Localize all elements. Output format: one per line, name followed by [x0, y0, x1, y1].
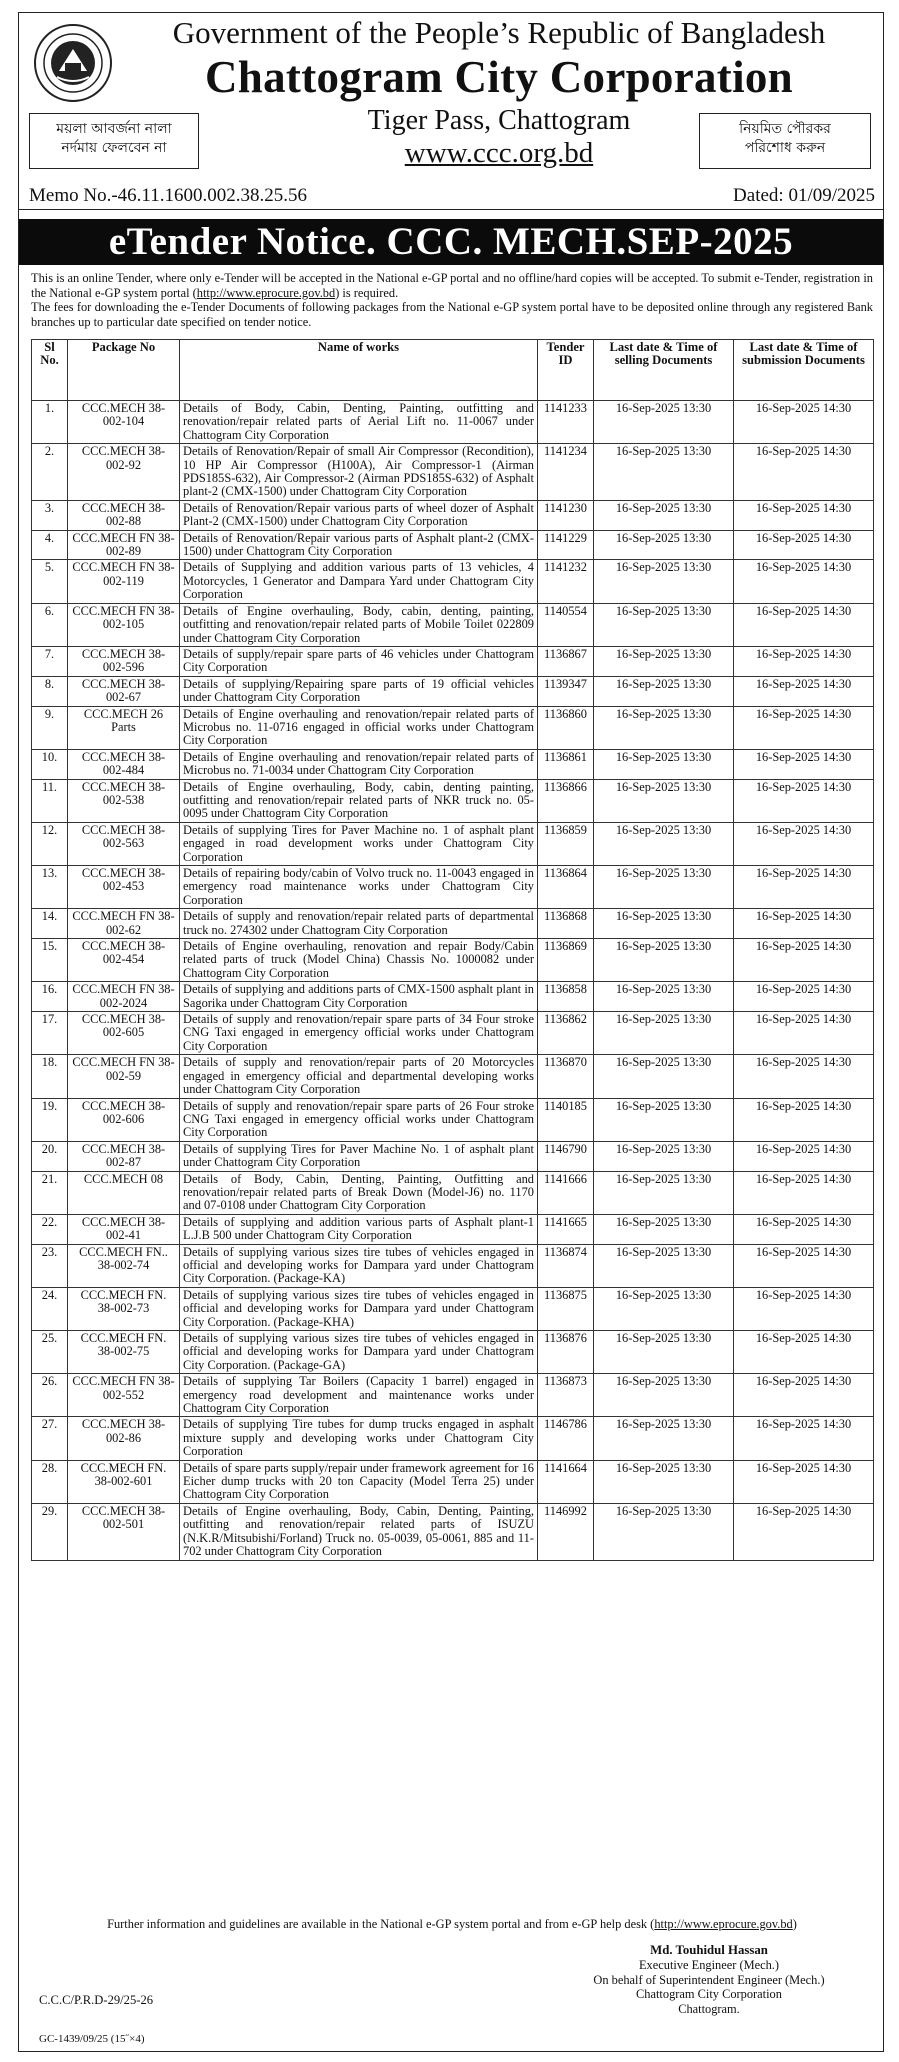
- table-row: [32, 909, 874, 939]
- cell-tender-id: 1146992: [538, 1503, 594, 1560]
- cell-sl: 16.: [32, 982, 68, 1012]
- cell-sl: 10.: [32, 749, 68, 779]
- website-link[interactable]: www.ccc.org.bd: [404, 137, 594, 169]
- cell-submission-date: 16-Sep-2025 14:30: [734, 909, 874, 939]
- cell-submission-date: 16-Sep-2025 14:30: [734, 1331, 874, 1374]
- cell-tender-id: 1140185: [538, 1098, 594, 1141]
- table-row: [32, 1460, 874, 1503]
- cell-package-no: CCC.MECH 26 Parts: [68, 706, 180, 749]
- cell-selling-date: 16-Sep-2025 13:30: [594, 909, 734, 939]
- cell-sl: 5.: [32, 560, 68, 603]
- cell-submission-date: 16-Sep-2025 14:30: [734, 822, 874, 865]
- intro-p1-end: ) is required.: [335, 285, 399, 300]
- col-header-selling-date: Last date & Time of selling Documents: [594, 340, 734, 401]
- cell-sl: 6.: [32, 603, 68, 646]
- table-row: [32, 1098, 874, 1141]
- cell-submission-date: 16-Sep-2025 14:30: [734, 646, 874, 676]
- cell-tender-id: 1136875: [538, 1287, 594, 1330]
- cell-package-no: CCC.MECH 38-002-87: [68, 1141, 180, 1171]
- cell-sl: 18.: [32, 1055, 68, 1098]
- cell-name-of-works: Details of supplying various sizes tire tubes of vehicles engaged in official and developing works for Dampara yard under Chattogram City Corporation. (Package-GA): [180, 1331, 538, 1374]
- cell-package-no: CCC.MECH FN 38-002-119: [68, 560, 180, 603]
- cell-submission-date: 16-Sep-2025 14:30: [734, 1417, 874, 1460]
- cell-package-no: CCC.MECH 38-002-454: [68, 939, 180, 982]
- eprocure-link[interactable]: http://www.eprocure.gov.bd: [196, 285, 336, 300]
- notice-title-banner: eTender Notice. CCC. MECH.SEP-2025: [19, 219, 883, 265]
- slogan-right-line-1: নিয়মিত পৌরকর: [739, 121, 831, 137]
- table-row: [32, 530, 874, 560]
- table-row: [32, 1503, 874, 1560]
- corporation-name: Chattogram City Corporation: [204, 52, 794, 102]
- tender-table-wrap: [31, 339, 873, 1561]
- cell-sl: 7.: [32, 646, 68, 676]
- cell-sl: 3.: [32, 500, 68, 530]
- cell-submission-date: 16-Sep-2025 14:30: [734, 749, 874, 779]
- cell-sl: 2.: [32, 444, 68, 501]
- cell-package-no: CCC.MECH 38-002-538: [68, 779, 180, 822]
- cell-name-of-works: Details of supplying Tar Boilers (Capacity 1 barrel) engaged in emergency road development and maintenance works under Chattogram City Corporation: [180, 1374, 538, 1417]
- cell-name-of-works: Details of Engine overhauling, Body, cabin, denting, painting, outfitting and renovation/repair related parts of Mobile Toilet 022809 under Chattogram City Corporation: [180, 603, 538, 646]
- cell-submission-date: 16-Sep-2025 14:30: [734, 500, 874, 530]
- cell-selling-date: 16-Sep-2025 13:30: [594, 603, 734, 646]
- cell-tender-id: 1136858: [538, 982, 594, 1012]
- cell-sl: 11.: [32, 779, 68, 822]
- cell-name-of-works: Details of Engine overhauling and renovation/repair related parts of Microbus no. 71-0034 under Chattogram City Corporation: [180, 749, 538, 779]
- cell-sl: 20.: [32, 1141, 68, 1171]
- col-header-works: Name of works: [180, 340, 538, 401]
- tender-table: [31, 339, 874, 1561]
- table-row: [32, 1244, 874, 1287]
- cell-package-no: CCC.MECH FN. 38-002-601: [68, 1460, 180, 1503]
- slogan-left-line-1: ময়লা আবর্জনা নালা: [56, 121, 172, 137]
- helpdesk-link[interactable]: http://www.eprocure.gov.bd: [654, 1917, 793, 1931]
- cell-package-no: CCC.MECH 38-002-92: [68, 444, 180, 501]
- table-row: [32, 939, 874, 982]
- cell-selling-date: 16-Sep-2025 13:30: [594, 939, 734, 982]
- cell-sl: 9.: [32, 706, 68, 749]
- cell-sl: 23.: [32, 1244, 68, 1287]
- cell-tender-id: 1141664: [538, 1460, 594, 1503]
- cell-name-of-works: Details of supply/repair spare parts of 46 vehicles under Chattogram City Corporation: [180, 646, 538, 676]
- cell-sl: 12.: [32, 822, 68, 865]
- cell-selling-date: 16-Sep-2025 13:30: [594, 1244, 734, 1287]
- intro-paragraph-2: The fees for downloading the e-Tender Documents of following packages from the National e-GP system portal have to be deposited online through any registered Bank branches up to particular date specified on tender notice.: [31, 300, 873, 329]
- further-info-end: ): [792, 1917, 797, 1931]
- cell-tender-id: 1136874: [538, 1244, 594, 1287]
- col-header-sl: Sl No.: [32, 340, 68, 401]
- cell-tender-id: 1136868: [538, 909, 594, 939]
- cell-sl: 26.: [32, 1374, 68, 1417]
- table-row: [32, 1141, 874, 1171]
- cell-sl: 21.: [32, 1171, 68, 1214]
- cell-name-of-works: Details of supplying/Repairing spare parts of 19 official vehicles under Chattogram City Corporation: [180, 676, 538, 706]
- cell-sl: 14.: [32, 909, 68, 939]
- cell-submission-date: 16-Sep-2025 14:30: [734, 1098, 874, 1141]
- cell-tender-id: 1140554: [538, 603, 594, 646]
- address-line: Tiger Pass, Chattogram: [367, 105, 631, 136]
- signatory-organization: Chattogram City Corporation: [636, 1987, 782, 2002]
- cell-name-of-works: Details of supply and renovation/repair spare parts of 34 Four stroke CNG Taxi engaged in emergency official works under Chattogram City Corporation: [180, 1012, 538, 1055]
- cell-name-of-works: Details of Engine overhauling, renovation and repair Body/Cabin related parts of truck (Model China) Chassis No. 1000082 under Chattogram City Corporation: [180, 939, 538, 982]
- cell-name-of-works: Details of Body, Cabin, Denting, Painting, outfitting and renovation/repair related parts of Aerial Lift no. 11-0067 under Chattogram City Corporation: [180, 401, 538, 444]
- table-row: [32, 603, 874, 646]
- cell-selling-date: 16-Sep-2025 13:30: [594, 530, 734, 560]
- table-row: [32, 646, 874, 676]
- cell-package-no: CCC.MECH FN 38-002-62: [68, 909, 180, 939]
- cell-selling-date: 16-Sep-2025 13:30: [594, 444, 734, 501]
- cell-selling-date: 16-Sep-2025 13:30: [594, 500, 734, 530]
- table-row: [32, 500, 874, 530]
- cell-package-no: CCC.MECH 38-002-501: [68, 1503, 180, 1560]
- cell-name-of-works: Details of Engine overhauling, Body, cabin, denting painting, outfitting and renovation/repair related parts of NKR truck no. 05-0095 under Chattogram City Corporation: [180, 779, 538, 822]
- table-row: [32, 1287, 874, 1330]
- cell-selling-date: 16-Sep-2025 13:30: [594, 1374, 734, 1417]
- cell-package-no: CCC.MECH 38-002-86: [68, 1417, 180, 1460]
- cell-submission-date: 16-Sep-2025 14:30: [734, 1171, 874, 1214]
- cell-tender-id: 1136861: [538, 749, 594, 779]
- cell-selling-date: 16-Sep-2025 13:30: [594, 560, 734, 603]
- cell-tender-id: 1136864: [538, 866, 594, 909]
- signature-block: [559, 1943, 859, 2017]
- table-row: [32, 706, 874, 749]
- cell-tender-id: 1136876: [538, 1331, 594, 1374]
- city-corporation-logo: [33, 23, 113, 103]
- cell-sl: 8.: [32, 676, 68, 706]
- cell-package-no: CCC.MECH 08: [68, 1171, 180, 1214]
- cell-submission-date: 16-Sep-2025 14:30: [734, 1244, 874, 1287]
- slogan-left-line-2: নর্দমায় ফেলবেন না: [61, 140, 167, 156]
- cell-sl: 13.: [32, 866, 68, 909]
- table-row: [32, 779, 874, 822]
- header: [19, 13, 885, 183]
- table-row: [32, 1374, 874, 1417]
- cell-sl: 19.: [32, 1098, 68, 1141]
- cell-submission-date: 16-Sep-2025 14:30: [734, 603, 874, 646]
- cell-tender-id: 1141232: [538, 560, 594, 603]
- cell-selling-date: 16-Sep-2025 13:30: [594, 779, 734, 822]
- tender-table-body: [32, 401, 874, 1561]
- signatory-city: Chattogram.: [678, 2002, 740, 2017]
- cell-selling-date: 16-Sep-2025 13:30: [594, 646, 734, 676]
- further-info: [31, 1917, 873, 1932]
- table-row: [32, 676, 874, 706]
- cell-selling-date: 16-Sep-2025 13:30: [594, 1141, 734, 1171]
- cell-tender-id: 1136866: [538, 779, 594, 822]
- cell-submission-date: 16-Sep-2025 14:30: [734, 560, 874, 603]
- cell-tender-id: 1136869: [538, 939, 594, 982]
- cell-name-of-works: Details of supplying various sizes tire tubes of vehicles engaged in official and developing works for Dampara yard under Chattogram City Corporation. (Package-KHA): [180, 1287, 538, 1330]
- cell-submission-date: 16-Sep-2025 14:30: [734, 530, 874, 560]
- cell-selling-date: 16-Sep-2025 13:30: [594, 676, 734, 706]
- cell-name-of-works: Details of Engine overhauling and renovation/repair related parts of Microbus no. 11-0716 engaged in official works under Chattogram City Corporation: [180, 706, 538, 749]
- memo-number: Memo No.-46.11.1600.002.38.25.56: [29, 185, 307, 206]
- cell-sl: 25.: [32, 1331, 68, 1374]
- slogan-right-line-2: পরিশোধ করুন: [744, 140, 826, 156]
- cell-submission-date: 16-Sep-2025 14:30: [734, 676, 874, 706]
- cell-package-no: CCC.MECH 38-002-596: [68, 646, 180, 676]
- cell-tender-id: 1141233: [538, 401, 594, 444]
- cell-sl: 1.: [32, 401, 68, 444]
- cell-tender-id: 1141234: [538, 444, 594, 501]
- cell-submission-date: 16-Sep-2025 14:30: [734, 982, 874, 1012]
- cell-selling-date: 16-Sep-2025 13:30: [594, 706, 734, 749]
- signatory-behalf: On behalf of Superintendent Engineer (Mech.): [593, 1972, 825, 1987]
- cell-name-of-works: Details of supply and renovation/repair spare parts of 26 Four stroke CNG Taxi engaged in emergency official works under Chattogram City Corporation: [180, 1098, 538, 1141]
- cell-package-no: CCC.MECH 38-002-453: [68, 866, 180, 909]
- cell-name-of-works: Details of Renovation/Repair various parts of Asphalt plant-2 (CMX-1500) under Chattogram City Corporation: [180, 530, 538, 560]
- signatory-title: Executive Engineer (Mech.): [638, 1957, 780, 1972]
- cell-submission-date: 16-Sep-2025 14:30: [734, 939, 874, 982]
- cell-selling-date: 16-Sep-2025 13:30: [594, 749, 734, 779]
- cell-submission-date: 16-Sep-2025 14:30: [734, 1460, 874, 1503]
- gc-number: GC-1439/09/25 (15˝×4): [39, 2033, 145, 2045]
- cell-submission-date: 16-Sep-2025 14:30: [734, 401, 874, 444]
- table-row: [32, 1171, 874, 1214]
- memo-date: Dated: 01/09/2025: [733, 185, 875, 206]
- cell-selling-date: 16-Sep-2025 13:30: [594, 822, 734, 865]
- cell-package-no: CCC.MECH 38-002-605: [68, 1012, 180, 1055]
- table-row: [32, 749, 874, 779]
- cell-tender-id: 1136867: [538, 646, 594, 676]
- divider: [19, 209, 883, 210]
- cell-name-of-works: Details of spare parts supply/repair under framework agreement for 16 Eicher dump trucks with 20 ton Capacity (Model Terra 25) under Chattogram City Corporation: [180, 1460, 538, 1503]
- slogan-box-right: [699, 113, 871, 169]
- cell-submission-date: 16-Sep-2025 14:30: [734, 779, 874, 822]
- cell-name-of-works: Details of repairing body/cabin of Volvo truck no. 11-0043 engaged in emergency road maintenance works under Chattogram City Corporation: [180, 866, 538, 909]
- cell-sl: 4.: [32, 530, 68, 560]
- table-row: [32, 822, 874, 865]
- cell-name-of-works: Details of supplying Tires for Paver Machine No. 1 of asphalt plant under Chattogram City Corporation: [180, 1141, 538, 1171]
- intro-paragraph-1: [31, 271, 873, 300]
- cell-selling-date: 16-Sep-2025 13:30: [594, 1098, 734, 1141]
- table-row: [32, 866, 874, 909]
- cell-sl: 15.: [32, 939, 68, 982]
- cell-sl: 28.: [32, 1460, 68, 1503]
- table-row: [32, 444, 874, 501]
- intro-text: [31, 271, 873, 329]
- cell-tender-id: 1146786: [538, 1417, 594, 1460]
- table-row: [32, 560, 874, 603]
- cell-sl: 22.: [32, 1214, 68, 1244]
- cell-sl: 27.: [32, 1417, 68, 1460]
- cell-package-no: CCC.MECH 38-002-104: [68, 401, 180, 444]
- cell-tender-id: 1136859: [538, 822, 594, 865]
- cell-tender-id: 1139347: [538, 676, 594, 706]
- cell-package-no: CCC.MECH 38-002-88: [68, 500, 180, 530]
- cell-selling-date: 16-Sep-2025 13:30: [594, 1331, 734, 1374]
- cell-name-of-works: Details of supplying Tire tubes for dump trucks engaged in asphalt mixture supply and developing works under Chattogram City Corporation: [180, 1417, 538, 1460]
- cell-package-no: CCC.MECH FN 38-002-59: [68, 1055, 180, 1098]
- table-row: [32, 401, 874, 444]
- cell-tender-id: 1136873: [538, 1374, 594, 1417]
- cell-name-of-works: Details of supply and renovation/repair parts of 20 Motorcycles engaged in emergency official and departmental developing works under Chattogram City Corporation: [180, 1055, 538, 1098]
- cell-tender-id: 1141666: [538, 1171, 594, 1214]
- cell-name-of-works: Details of supplying Tires for Paver Machine no. 1 of asphalt plant engaged in road development works under Chattogram City Corporation: [180, 822, 538, 865]
- cell-selling-date: 16-Sep-2025 13:30: [594, 982, 734, 1012]
- reference-number: C.C.C/P.R.D-29/25-26: [39, 1993, 154, 2007]
- cell-selling-date: 16-Sep-2025 13:30: [594, 1214, 734, 1244]
- cell-package-no: CCC.MECH 38-002-563: [68, 822, 180, 865]
- cell-name-of-works: Details of Renovation/Repair various parts of wheel dozer of Asphalt Plant-2 (CMX-1500) under Chattogram City Corporation: [180, 500, 538, 530]
- cell-submission-date: 16-Sep-2025 14:30: [734, 1141, 874, 1171]
- cell-name-of-works: Details of supplying various sizes tire tubes of vehicles engaged in official and developing works for Dampara yard under Chattogram City Corporation. (Package-KA): [180, 1244, 538, 1287]
- cell-package-no: CCC.MECH FN. 38-002-73: [68, 1287, 180, 1330]
- cell-submission-date: 16-Sep-2025 14:30: [734, 1503, 874, 1560]
- table-row: [32, 1417, 874, 1460]
- cell-package-no: CCC.MECH FN 38-002-105: [68, 603, 180, 646]
- cell-name-of-works: Details of Body, Cabin, Denting, Painting, Outfitting and renovation/repair related parts of Break Down (Model-J6) no. 1170 and 07-0108 under Chattogram City Corporation: [180, 1171, 538, 1214]
- col-header-package: Package No: [68, 340, 180, 401]
- cell-name-of-works: Details of Renovation/Repair of small Air Compressor (Recondition), 10 HP Air Compressor (H100A), Air Compressor-1 (Airman PDS185S-632), Air Compressor-2 (Airman PDS185S-632) of Asphalt plant-2 (CMX-1500) under Chattogram City Corporation: [180, 444, 538, 501]
- cell-submission-date: 16-Sep-2025 14:30: [734, 866, 874, 909]
- cell-selling-date: 16-Sep-2025 13:30: [594, 1417, 734, 1460]
- signatory-name: Md. Touhidul Hassan: [650, 1943, 768, 1957]
- cell-tender-id: 1141230: [538, 500, 594, 530]
- cell-selling-date: 16-Sep-2025 13:30: [594, 1055, 734, 1098]
- cell-package-no: CCC.MECH FN 38-002-552: [68, 1374, 180, 1417]
- cell-name-of-works: Details of supply and renovation/repair related parts of departmental truck no. 274302 under Chattogram City Corporation: [180, 909, 538, 939]
- cell-name-of-works: Details of Engine overhauling, Body, Cabin, Denting, Painting, outfitting and renovation/repair related parts of ISUZU (N.K.R/Mitsubishi/Forland) Truck no. 05-0039, 05-0061, 885 and 11-702 under Chattogram City Corporation: [180, 1503, 538, 1560]
- cell-tender-id: 1141229: [538, 530, 594, 560]
- cell-selling-date: 16-Sep-2025 13:30: [594, 1012, 734, 1055]
- cell-submission-date: 16-Sep-2025 14:30: [734, 444, 874, 501]
- cell-package-no: CCC.MECH FN 38-002-89: [68, 530, 180, 560]
- table-row: [32, 1331, 874, 1374]
- intro-p1-text: This is an online Tender, where only e-Tender will be accepted in the National e-GP portal and no offline/hard copies will be accepted. To submit e-Tender, registration in the National e-GP system portal (: [31, 271, 873, 300]
- further-info-text: Further information and guidelines are available in the National e-GP system portal and from e-GP help desk (: [107, 1917, 655, 1931]
- cell-submission-date: 16-Sep-2025 14:30: [734, 1214, 874, 1244]
- table-header-row: [32, 340, 874, 401]
- cell-name-of-works: Details of supplying and additions parts of CMX-1500 asphalt plant in Sagorika under Chattogram City Corporation: [180, 982, 538, 1012]
- cell-selling-date: 16-Sep-2025 13:30: [594, 1171, 734, 1214]
- cell-tender-id: 1141665: [538, 1214, 594, 1244]
- cell-package-no: CCC.MECH FN.. 38-002-74: [68, 1244, 180, 1287]
- cell-submission-date: 16-Sep-2025 14:30: [734, 1055, 874, 1098]
- cell-submission-date: 16-Sep-2025 14:30: [734, 1287, 874, 1330]
- cell-tender-id: 1136860: [538, 706, 594, 749]
- cell-name-of-works: Details of supplying and addition various parts of Asphalt plant-1 L.J.B 500 under Chattogram City Corporation: [180, 1214, 538, 1244]
- cell-sl: 29.: [32, 1503, 68, 1560]
- cell-submission-date: 16-Sep-2025 14:30: [734, 1012, 874, 1055]
- col-header-tender-id: Tender ID: [538, 340, 594, 401]
- cell-package-no: CCC.MECH 38-002-41: [68, 1214, 180, 1244]
- cell-selling-date: 16-Sep-2025 13:30: [594, 866, 734, 909]
- cell-submission-date: 16-Sep-2025 14:30: [734, 1374, 874, 1417]
- table-row: [32, 982, 874, 1012]
- cell-selling-date: 16-Sep-2025 13:30: [594, 1503, 734, 1560]
- cell-selling-date: 16-Sep-2025 13:30: [594, 1287, 734, 1330]
- cell-selling-date: 16-Sep-2025 13:30: [594, 1460, 734, 1503]
- notice-page: [18, 12, 884, 2052]
- cell-sl: 17.: [32, 1012, 68, 1055]
- table-row: [32, 1012, 874, 1055]
- cell-sl: 24.: [32, 1287, 68, 1330]
- cell-package-no: CCC.MECH FN 38-002-2024: [68, 982, 180, 1012]
- memo-row: [29, 183, 875, 211]
- government-line: Government of the People’s Republic of Bangladesh: [172, 15, 826, 50]
- col-header-submission-date: Last date & Time of submission Documents: [734, 340, 874, 401]
- slogan-box-left: [29, 113, 199, 169]
- cell-name-of-works: Details of Supplying and addition various parts of 13 vehicles, 4 Motorcycles, 1 Generator and Dampara Yard under Chattogram City Corporation: [180, 560, 538, 603]
- cell-package-no: CCC.MECH 38-002-67: [68, 676, 180, 706]
- cell-tender-id: 1136862: [538, 1012, 594, 1055]
- cell-tender-id: 1146790: [538, 1141, 594, 1171]
- cell-package-no: CCC.MECH FN. 38-002-75: [68, 1331, 180, 1374]
- cell-submission-date: 16-Sep-2025 14:30: [734, 706, 874, 749]
- table-row: [32, 1055, 874, 1098]
- cell-package-no: CCC.MECH 38-002-606: [68, 1098, 180, 1141]
- table-row: [32, 1214, 874, 1244]
- cell-package-no: CCC.MECH 38-002-484: [68, 749, 180, 779]
- cell-tender-id: 1136870: [538, 1055, 594, 1098]
- cell-selling-date: 16-Sep-2025 13:30: [594, 401, 734, 444]
